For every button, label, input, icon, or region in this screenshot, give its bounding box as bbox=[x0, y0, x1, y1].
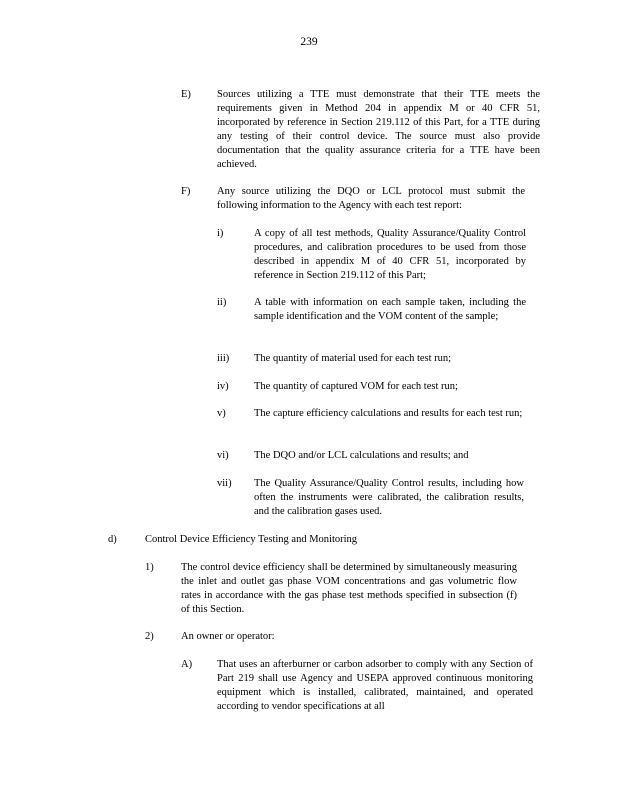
item-text: The quantity of captured VOM for each test run; bbox=[254, 381, 458, 392]
item-label: 2) bbox=[145, 631, 154, 642]
item-text: The quantity of material used for each test run; bbox=[254, 353, 452, 364]
item-label: 1) bbox=[145, 562, 154, 573]
item-label: iii) bbox=[217, 353, 230, 364]
item-text: A table with information on each sample taken, including the sample identification and the VOM content of the sample; bbox=[254, 297, 526, 322]
item-label: d) bbox=[108, 534, 117, 545]
item-text: An owner or operator: bbox=[181, 631, 275, 642]
item-label: vi) bbox=[217, 450, 229, 461]
item-label: F) bbox=[181, 186, 191, 197]
item-text: Any source utilizing the DQO or LCL protocol must submit the following information to the Agency with each test report: bbox=[217, 186, 525, 211]
item-text: A copy of all test methods, Quality Assurance/Quality Control procedures, and calibration procedures to be used from those described in appendix M of 40 CFR 51, incorporated by reference in Section 219.112 of this Part; bbox=[254, 228, 526, 281]
item-text: The control device efficiency shall be determined by simultaneously measuring the inlet and outlet gas phase VOM concentrations and gas volumetric flow rates in accordance with the gas phase test methods specified in subsection (f) of this Section. bbox=[181, 562, 517, 615]
item-text: The Quality Assurance/Quality Control results, including how often the instruments were calibrated, the calibration results, and the calibration gases used. bbox=[254, 478, 524, 517]
item-text: The DQO and/or LCL calculations and results; and bbox=[254, 450, 469, 461]
item-label: vii) bbox=[217, 478, 232, 489]
item-text: That uses an afterburner or carbon adsorber to comply with any Section of Part 219 shall use Agency and USEPA approved continuous monitoring equipment which is installed, calibrated, maintained, and operated according to vendor specifications at all bbox=[217, 659, 533, 712]
item-label: ii) bbox=[217, 297, 227, 308]
item-text: Control Device Efficiency Testing and Monitoring bbox=[145, 534, 358, 545]
item-label: v) bbox=[217, 408, 226, 419]
item-label: E) bbox=[181, 89, 191, 100]
item-label: A) bbox=[181, 659, 193, 670]
item-label: i) bbox=[217, 228, 224, 239]
page-number: 239 bbox=[300, 36, 318, 48]
item-text: Sources utilizing a TTE must demonstrate that their TTE meets the requirements given in Method 204 in appendix M or 40 CFR 51, incorporated by reference in Section 219.112 of this Part, for a TTE during any testing of their control device. The source must also provide documentation that the quality assurance criteria for a TTE have been achieved. bbox=[217, 89, 540, 170]
item-label: iv) bbox=[217, 381, 229, 392]
item-text: The capture efficiency calculations and results for each test run; bbox=[254, 408, 523, 419]
